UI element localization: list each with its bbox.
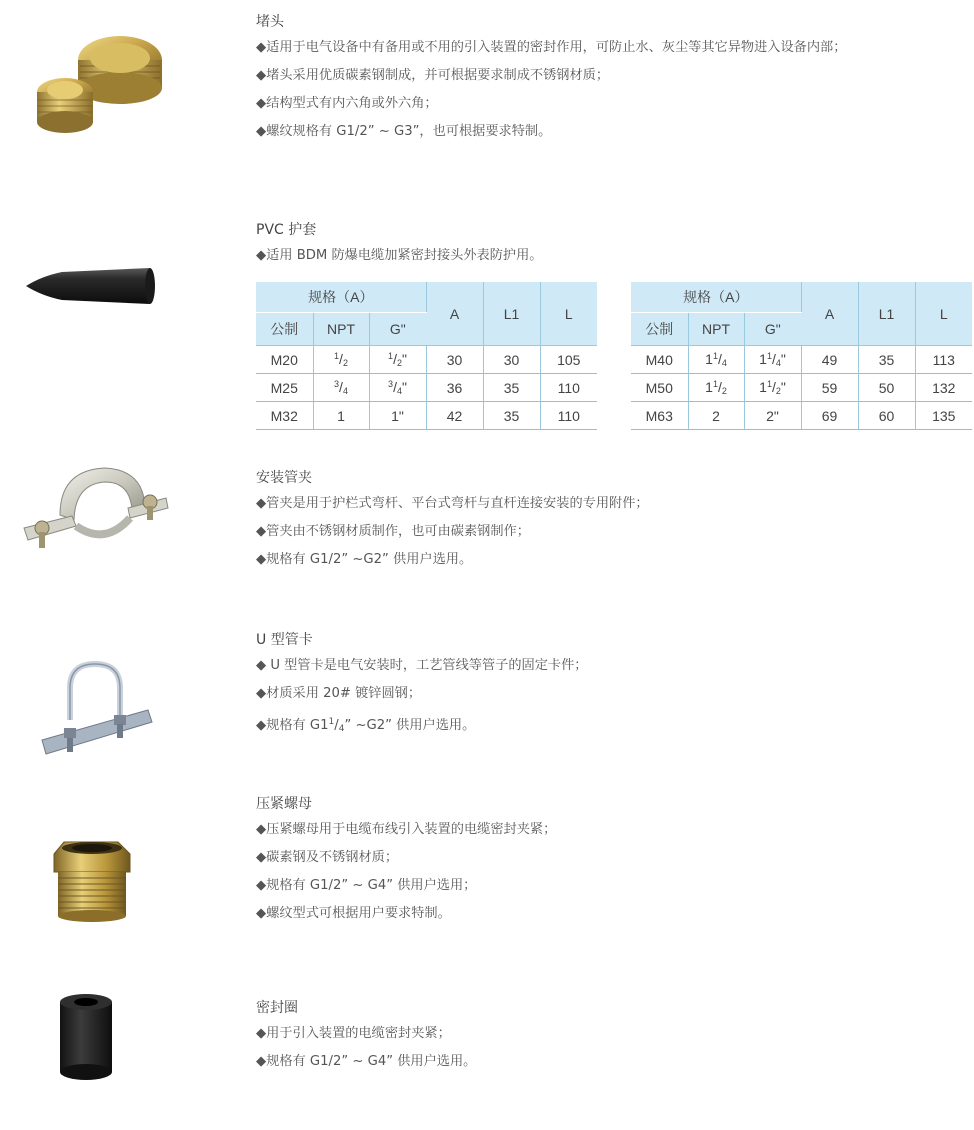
clamp-bullet-2: ◆管夹由不锈钢材质制作，也可由碳素钢制作； — [256, 524, 530, 539]
pvc-title: PVC 护套 — [256, 222, 317, 238]
ubolt-bullet-2: ◆材质采用 20# 镀锌圆钢； — [256, 686, 422, 701]
plug-bullet-1: ◆适用于电气设备中有备用或不用的引入装置的密封作用，可防止水、灰尘等其它异物进入设备内部； — [256, 40, 847, 55]
header-npt: NPT — [688, 313, 744, 346]
header-metric: 公制 — [631, 313, 688, 346]
header-a: A — [426, 282, 483, 346]
table-row: M25 $^3/_4$ $^3/_4$" 36 35 110 — [256, 374, 597, 402]
pvc-table-left — [256, 282, 597, 430]
seal-bullet-1: ◆用于引入装置的电缆密封夹紧； — [256, 1026, 451, 1041]
header-metric: 公制 — [256, 313, 313, 346]
compression-nut-icon — [48, 836, 198, 926]
plug-title: 堵头 — [256, 14, 284, 30]
table-row: M50 $1^1/_2$ $1^1/_2$" 59 50 132 — [631, 374, 972, 402]
nut-title: 压紧螺母 — [256, 796, 312, 812]
header-a: A — [801, 282, 858, 346]
header-l1: L1 — [858, 282, 915, 346]
header-spec: 规格（A） — [631, 282, 801, 313]
table-row: M63 2 2" 69 60 135 — [631, 402, 972, 430]
header-l1: L1 — [483, 282, 540, 346]
ubolt-bullet-1: ◆ U 型管卡是电气安装时，工艺管线等管子的固定卡件； — [256, 658, 588, 673]
ubolt-bullet-3: ◆规格有 $G1^1/_4$” ~G2” 供用户选用。 — [256, 717, 476, 734]
pipe-clamp-icon — [20, 460, 170, 555]
nut-bullet-4: ◆螺纹型式可根据用户要求特制。 — [256, 906, 451, 921]
nut-bullet-1: ◆压紧螺母用于电缆布线引入装置的电缆密封夹紧； — [256, 822, 557, 837]
u-bolt-icon — [40, 660, 190, 760]
plug-bullet-2: ◆堵头采用优质碳素钢制成，并可根据要求制成不锈钢材质； — [256, 68, 610, 83]
header-g: G" — [369, 313, 426, 346]
seal-title: 密封圈 — [256, 1000, 298, 1016]
pvc-table-right — [631, 282, 972, 430]
clamp-title: 安装管夹 — [256, 470, 312, 486]
clamp-bullet-3: ◆规格有 G1/2” ~G2” 供用户选用。 — [256, 552, 473, 567]
header-g: G" — [744, 313, 801, 346]
header-spec: 规格（A） — [256, 282, 426, 313]
nut-bullet-2: ◆碳素钢及不锈钢材质； — [256, 850, 399, 865]
header-l: L — [540, 282, 597, 346]
header-l: L — [915, 282, 972, 346]
clamp-bullet-1: ◆管夹是用于护栏式弯杆、平台式弯杆与直杆连接安装的专用附件； — [256, 496, 649, 511]
plug-bullet-3: ◆结构型式有内六角或外六角； — [256, 96, 438, 111]
brass-plug-icon — [20, 30, 170, 140]
table-row: M20 $^1/_2$ $^1/_2$" 30 30 105 — [256, 346, 597, 374]
ubolt-title: U 型管卡 — [256, 632, 313, 648]
nut-bullet-3: ◆规格有 G1/2” ~ G4” 供用户选用； — [256, 878, 477, 893]
pvc-bullet: ◆适用 BDM 防爆电缆加紧密封接头外表防护用。 — [256, 248, 543, 263]
table-row: M32 1 1" 42 35 110 — [256, 402, 597, 430]
table-row: M40 $1^1/_4$ $1^1/_4$" 49 35 113 — [631, 346, 972, 374]
rubber-seal-icon — [56, 992, 206, 1082]
pvc-sleeve-icon — [22, 262, 172, 310]
header-npt: NPT — [313, 313, 369, 346]
seal-bullet-2: ◆规格有 G1/2” ~ G4” 供用户选用。 — [256, 1054, 477, 1069]
plug-bullet-4: ◆螺纹规格有 G1/2” ~ G3”，也可根据要求特制。 — [256, 124, 552, 139]
